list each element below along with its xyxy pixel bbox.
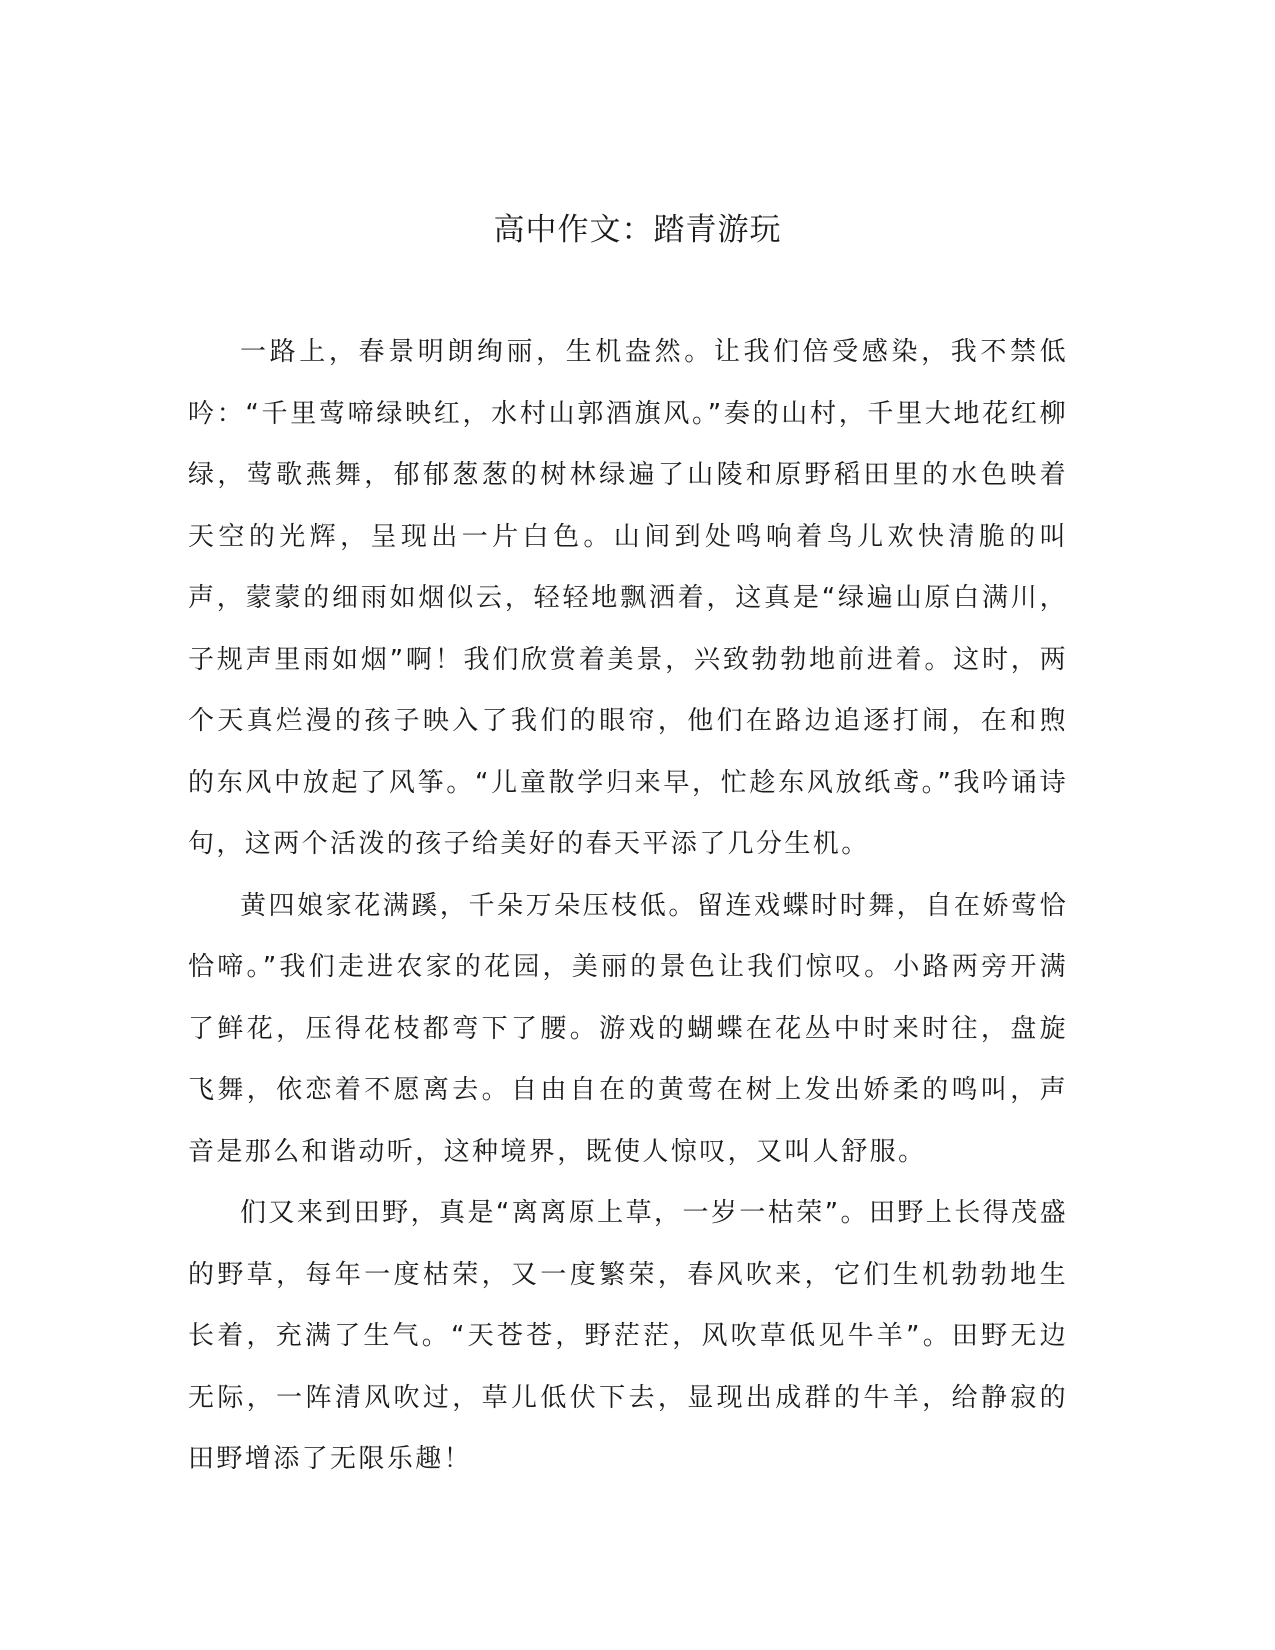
paragraph-1: 一路上，春景明朗绚丽，生机盎然。让我们倍受感染，我不禁低吟：“千里莺啼绿映红，水村山郭酒旗风。”奏的山村，千里大地花红柳绿，莺歌燕舞，郁郁葱葱的树林绿遍了山陵和原野稻田里的水色映着天空的光辉，呈现出一片白色。山间到处鸣响着鸟儿欢快清脆的叫声，蒙蒙的细雨如烟似云，轻轻地飘洒着，这真是“绿遍山原白满川，子规声里雨如烟”啊！我们欣赏着美景，兴致勃勃地前进着。这时，两个天真烂漫的孩子映入了我们的眼帘，他们在路边追逐打闹，在和煦的东风中放起了风筝。“儿童散学归来早，忙趁东风放纸鸢。”我吟诵诗句，这两个活泼的孩子给美好的春天平添了几分生机。	[188, 337, 1068, 859]
document-body	[188, 322, 1068, 1491]
paragraph-2: 黄四娘家花满蹊，千朵万朵压枝低。留连戏蝶时时舞，自在娇莺恰恰啼。”我们走进农家的花园，美丽的景色让我们惊叹。小路两旁开满了鲜花，压得花枝都弯下了腰。游戏的蝴蝶在花丛中时来时往，盘旋飞舞，依恋着不愿离去。自由自在的黄莺在树上发出娇柔的鸣叫，声音是那么和谐动听，这种境界，既使人惊叹，又叫人舒服。	[188, 890, 1068, 1167]
document-title: 高中作文：踏青游玩	[493, 212, 782, 248]
paragraph-3: 们又来到田野，真是“离离原上草，一岁一枯荣”。田野上长得茂盛的野草，每年一度枯荣，又一度繁荣，春风吹来，它们生机勃勃地生长着，充满了生气。“天苍苍，野茫茫，风吹草低见牛羊”。田野无边无际，一阵清风吹过，草儿低伏下去，显现出成群的牛羊，给静寂的田野增添了无限乐趣！	[188, 1198, 1068, 1474]
